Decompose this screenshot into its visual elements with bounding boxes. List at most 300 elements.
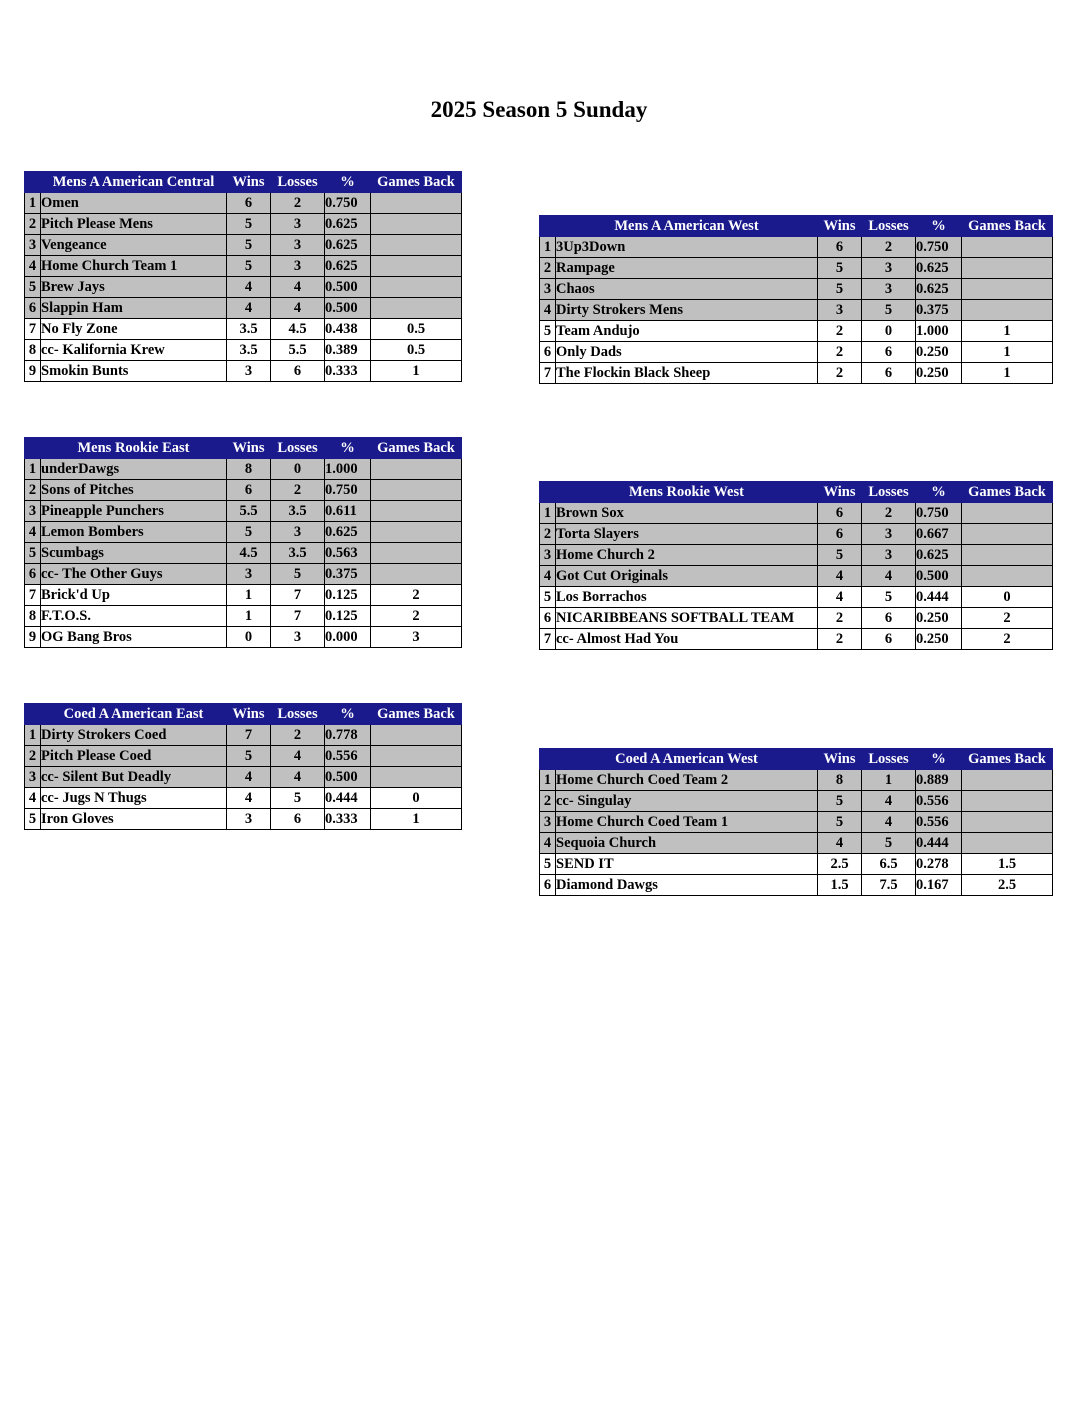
rank-cell: 6 (540, 342, 556, 363)
header-row (25, 438, 462, 459)
games-back-cell (962, 770, 1053, 791)
wins-cell: 5.5 (227, 501, 271, 522)
team-name-cell: Scumbags (41, 543, 227, 564)
header-blank (540, 749, 556, 770)
games-back-cell: 1 (962, 363, 1053, 384)
team-name-cell: Home Church Coed Team 2 (556, 770, 818, 791)
games-back-cell (962, 237, 1053, 258)
rank-cell: 8 (25, 606, 41, 627)
games-back-cell: 0 (371, 788, 462, 809)
rank-cell: 1 (540, 237, 556, 258)
table-row (25, 809, 462, 830)
losses-cell: 2 (271, 193, 325, 214)
rank-cell: 5 (540, 587, 556, 608)
table-row (25, 746, 462, 767)
losses-cell: 3 (862, 258, 916, 279)
pct-cell: 0.444 (325, 788, 371, 809)
games-back-cell: 2 (962, 608, 1053, 629)
pct-cell: 0.125 (325, 606, 371, 627)
rank-cell: 7 (25, 585, 41, 606)
games-back-cell (962, 300, 1053, 321)
games-back-cell: 1 (962, 321, 1053, 342)
losses-cell: 2 (862, 237, 916, 258)
rank-cell: 5 (25, 809, 41, 830)
rank-cell: 1 (540, 503, 556, 524)
pct-cell: 0.444 (916, 833, 962, 854)
rank-cell: 2 (25, 214, 41, 235)
losses-cell: 3 (862, 524, 916, 545)
table-row (25, 214, 462, 235)
wins-cell: 4 (227, 277, 271, 298)
rank-cell: 3 (25, 235, 41, 256)
header-pct: % (325, 704, 371, 725)
games-back-cell (371, 256, 462, 277)
division-title: Mens Rookie East (41, 438, 227, 459)
table-row (25, 480, 462, 501)
table-row (25, 256, 462, 277)
table-row (540, 629, 1053, 650)
table-row (25, 627, 462, 648)
rank-cell: 1 (25, 725, 41, 746)
wins-cell: 5 (818, 791, 862, 812)
header-row (540, 749, 1053, 770)
wins-cell: 2 (818, 608, 862, 629)
header-pct: % (325, 438, 371, 459)
losses-cell: 2 (271, 480, 325, 501)
wins-cell: 6 (818, 524, 862, 545)
games-back-cell (962, 545, 1053, 566)
games-back-cell (962, 812, 1053, 833)
table-row (25, 319, 462, 340)
team-name-cell: Pitch Please Coed (41, 746, 227, 767)
losses-cell: 4 (271, 746, 325, 767)
rank-cell: 9 (25, 361, 41, 382)
games-back-cell (962, 791, 1053, 812)
games-back-cell: 0 (962, 587, 1053, 608)
losses-cell: 4 (862, 566, 916, 587)
header-blank (540, 482, 556, 503)
wins-cell: 1.5 (818, 875, 862, 896)
wins-cell: 5 (227, 522, 271, 543)
games-back-cell: 1 (962, 342, 1053, 363)
division-title: Mens A American Central (41, 172, 227, 193)
rank-cell: 6 (25, 564, 41, 585)
table-row (540, 791, 1053, 812)
table-row (25, 340, 462, 361)
games-back-cell (371, 725, 462, 746)
games-back-cell: 1.5 (962, 854, 1053, 875)
pct-cell: 0.625 (916, 279, 962, 300)
wins-cell: 3 (818, 300, 862, 321)
table-row (540, 608, 1053, 629)
table-row (540, 363, 1053, 384)
team-name-cell: The Flockin Black Sheep (556, 363, 818, 384)
rank-cell: 3 (540, 279, 556, 300)
table-row (540, 237, 1053, 258)
team-name-cell: cc- Kalifornia Krew (41, 340, 227, 361)
table-row (540, 587, 1053, 608)
rank-cell: 2 (25, 746, 41, 767)
games-back-cell: 2 (371, 606, 462, 627)
pct-cell: 0.389 (325, 340, 371, 361)
wins-cell: 4 (227, 767, 271, 788)
mens-rookie-east-table (24, 437, 462, 648)
team-name-cell: Only Dads (556, 342, 818, 363)
games-back-cell (962, 833, 1053, 854)
wins-cell: 3 (227, 361, 271, 382)
losses-cell: 3.5 (271, 501, 325, 522)
games-back-cell (962, 279, 1053, 300)
coed-a-american-east-table (24, 703, 462, 830)
team-name-cell: Home Church Team 1 (41, 256, 227, 277)
games-back-cell: 0.5 (371, 340, 462, 361)
losses-cell: 4 (271, 298, 325, 319)
team-name-cell: Team Andujo (556, 321, 818, 342)
pct-cell: 0.333 (325, 361, 371, 382)
wins-cell: 8 (818, 770, 862, 791)
team-name-cell: Home Church 2 (556, 545, 818, 566)
rank-cell: 5 (540, 854, 556, 875)
team-name-cell: Torta Slayers (556, 524, 818, 545)
pct-cell: 0.375 (916, 300, 962, 321)
page-title: 2025 Season 5 Sunday (430, 97, 648, 122)
division-title: Mens A American West (556, 216, 818, 237)
table-row (25, 298, 462, 319)
header-losses: Losses (271, 438, 325, 459)
team-name-cell: Brown Sox (556, 503, 818, 524)
wins-cell: 4 (818, 566, 862, 587)
team-name-cell: Got Cut Originals (556, 566, 818, 587)
rank-cell: 5 (540, 321, 556, 342)
losses-cell: 3 (862, 545, 916, 566)
losses-cell: 6 (862, 342, 916, 363)
team-name-cell: Diamond Dawgs (556, 875, 818, 896)
pct-cell: 0.625 (325, 522, 371, 543)
pct-cell: 0.375 (325, 564, 371, 585)
wins-cell: 2.5 (818, 854, 862, 875)
coed-a-american-west-table (539, 748, 1053, 896)
team-name-cell: cc- Almost Had You (556, 629, 818, 650)
games-back-cell: 2 (371, 585, 462, 606)
table-row (540, 770, 1053, 791)
team-name-cell: F.T.O.S. (41, 606, 227, 627)
losses-cell: 7 (271, 606, 325, 627)
header-wins: Wins (227, 704, 271, 725)
team-name-cell: Rampage (556, 258, 818, 279)
games-back-cell (371, 543, 462, 564)
wins-cell: 7 (227, 725, 271, 746)
pct-cell: 0.250 (916, 363, 962, 384)
division-title: Mens Rookie West (556, 482, 818, 503)
losses-cell: 2 (271, 725, 325, 746)
rank-cell: 8 (25, 340, 41, 361)
rank-cell: 4 (25, 788, 41, 809)
pct-cell: 0.167 (916, 875, 962, 896)
wins-cell: 5 (818, 545, 862, 566)
losses-cell: 4 (271, 767, 325, 788)
pct-cell: 0.278 (916, 854, 962, 875)
pct-cell: 1.000 (325, 459, 371, 480)
wins-cell: 1 (227, 585, 271, 606)
table-row (540, 321, 1053, 342)
wins-cell: 5 (227, 214, 271, 235)
pct-cell: 0.625 (916, 545, 962, 566)
losses-cell: 0 (271, 459, 325, 480)
team-name-cell: Omen (41, 193, 227, 214)
pct-cell: 0.556 (916, 791, 962, 812)
losses-cell: 5 (862, 300, 916, 321)
losses-cell: 3.5 (271, 543, 325, 564)
team-name-cell: OG Bang Bros (41, 627, 227, 648)
games-back-cell: 0.5 (371, 319, 462, 340)
rank-cell: 4 (25, 256, 41, 277)
wins-cell: 6 (227, 193, 271, 214)
losses-cell: 6 (271, 361, 325, 382)
pct-cell: 0.556 (325, 746, 371, 767)
wins-cell: 2 (818, 321, 862, 342)
wins-cell: 6 (227, 480, 271, 501)
losses-cell: 5 (862, 833, 916, 854)
header-pct: % (325, 172, 371, 193)
games-back-cell (371, 193, 462, 214)
pct-cell: 1.000 (916, 321, 962, 342)
header-wins: Wins (818, 749, 862, 770)
pct-cell: 0.778 (325, 725, 371, 746)
pct-cell: 0.556 (916, 812, 962, 833)
rank-cell: 2 (540, 524, 556, 545)
losses-cell: 6 (862, 363, 916, 384)
rank-cell: 1 (540, 770, 556, 791)
losses-cell: 0 (862, 321, 916, 342)
pct-cell: 0.500 (325, 277, 371, 298)
wins-cell: 5 (227, 746, 271, 767)
header-blank (25, 172, 41, 193)
games-back-cell (371, 214, 462, 235)
wins-cell: 3.5 (227, 340, 271, 361)
team-name-cell: No Fly Zone (41, 319, 227, 340)
wins-cell: 3.5 (227, 319, 271, 340)
losses-cell: 1 (862, 770, 916, 791)
table-row (25, 235, 462, 256)
losses-cell: 4.5 (271, 319, 325, 340)
table-row (25, 564, 462, 585)
games-back-cell (962, 524, 1053, 545)
games-back-cell (371, 298, 462, 319)
pct-cell: 0.750 (325, 480, 371, 501)
losses-cell: 4 (271, 277, 325, 298)
team-name-cell: Brick'd Up (41, 585, 227, 606)
wins-cell: 4 (818, 833, 862, 854)
table-row (540, 258, 1053, 279)
header-losses: Losses (862, 482, 916, 503)
games-back-cell (371, 746, 462, 767)
losses-cell: 5 (862, 587, 916, 608)
pct-cell: 0.625 (325, 256, 371, 277)
header-wins: Wins (818, 482, 862, 503)
wins-cell: 2 (818, 342, 862, 363)
table-row (25, 767, 462, 788)
losses-cell: 7.5 (862, 875, 916, 896)
games-back-cell (962, 258, 1053, 279)
team-name-cell: SEND IT (556, 854, 818, 875)
table-row (540, 545, 1053, 566)
header-pct: % (916, 216, 962, 237)
mens-a-american-west-table (539, 215, 1053, 384)
team-name-cell: Vengeance (41, 235, 227, 256)
header-row (540, 216, 1053, 237)
header-games-back: Games Back (371, 704, 462, 725)
games-back-cell (371, 480, 462, 501)
team-name-cell: cc- The Other Guys (41, 564, 227, 585)
team-name-cell: cc- Jugs N Thugs (41, 788, 227, 809)
pct-cell: 0.438 (325, 319, 371, 340)
rank-cell: 7 (540, 629, 556, 650)
losses-cell: 3 (271, 522, 325, 543)
table-row (540, 342, 1053, 363)
rank-cell: 3 (25, 501, 41, 522)
games-back-cell (371, 522, 462, 543)
rank-cell: 3 (540, 545, 556, 566)
losses-cell: 6 (271, 809, 325, 830)
pct-cell: 0.000 (325, 627, 371, 648)
rank-cell: 7 (540, 363, 556, 384)
pct-cell: 0.625 (916, 258, 962, 279)
header-wins: Wins (227, 172, 271, 193)
wins-cell: 6 (818, 503, 862, 524)
header-games-back: Games Back (962, 216, 1053, 237)
team-name-cell: Pineapple Punchers (41, 501, 227, 522)
team-name-cell: Lemon Bombers (41, 522, 227, 543)
table-row (25, 193, 462, 214)
games-back-cell (371, 235, 462, 256)
pct-cell: 0.444 (916, 587, 962, 608)
losses-cell: 6 (862, 608, 916, 629)
games-back-cell: 1 (371, 361, 462, 382)
pct-cell: 0.750 (916, 237, 962, 258)
losses-cell: 3 (271, 235, 325, 256)
pct-cell: 0.625 (325, 214, 371, 235)
rank-cell: 1 (25, 459, 41, 480)
header-row (25, 704, 462, 725)
team-name-cell: Pitch Please Mens (41, 214, 227, 235)
header-wins: Wins (818, 216, 862, 237)
table-row (25, 543, 462, 564)
losses-cell: 3 (862, 279, 916, 300)
losses-cell: 6 (862, 629, 916, 650)
losses-cell: 4 (862, 812, 916, 833)
rank-cell: 5 (25, 277, 41, 298)
table-row (540, 566, 1053, 587)
header-blank (25, 438, 41, 459)
losses-cell: 5 (271, 788, 325, 809)
pct-cell: 0.250 (916, 342, 962, 363)
wins-cell: 8 (227, 459, 271, 480)
team-name-cell: cc- Singulay (556, 791, 818, 812)
table-row (25, 361, 462, 382)
header-row (25, 172, 462, 193)
pct-cell: 0.667 (916, 524, 962, 545)
losses-cell: 7 (271, 585, 325, 606)
losses-cell: 5.5 (271, 340, 325, 361)
header-games-back: Games Back (962, 482, 1053, 503)
rank-cell: 2 (540, 258, 556, 279)
header-games-back: Games Back (371, 172, 462, 193)
losses-cell: 4 (862, 791, 916, 812)
rank-cell: 4 (25, 522, 41, 543)
rank-cell: 4 (540, 833, 556, 854)
wins-cell: 5 (818, 258, 862, 279)
games-back-cell (371, 767, 462, 788)
pct-cell: 0.625 (325, 235, 371, 256)
table-row (25, 501, 462, 522)
team-name-cell: Dirty Strokers Mens (556, 300, 818, 321)
team-name-cell: Smokin Bunts (41, 361, 227, 382)
games-back-cell (962, 566, 1053, 587)
table-row (540, 854, 1053, 875)
rank-cell: 3 (540, 812, 556, 833)
rank-cell: 5 (25, 543, 41, 564)
team-name-cell: Sequoia Church (556, 833, 818, 854)
wins-cell: 3 (227, 564, 271, 585)
rank-cell: 3 (25, 767, 41, 788)
pct-cell: 0.250 (916, 608, 962, 629)
wins-cell: 5 (227, 235, 271, 256)
pct-cell: 0.500 (325, 767, 371, 788)
wins-cell: 3 (227, 809, 271, 830)
pct-cell: 0.333 (325, 809, 371, 830)
header-row (540, 482, 1053, 503)
wins-cell: 5 (818, 812, 862, 833)
table-row (25, 522, 462, 543)
rank-cell: 7 (25, 319, 41, 340)
table-row (540, 300, 1053, 321)
losses-cell: 5 (271, 564, 325, 585)
wins-cell: 4.5 (227, 543, 271, 564)
games-back-cell (371, 564, 462, 585)
header-games-back: Games Back (371, 438, 462, 459)
table-row (540, 833, 1053, 854)
team-name-cell: cc- Silent But Deadly (41, 767, 227, 788)
wins-cell: 1 (227, 606, 271, 627)
games-back-cell: 2.5 (962, 875, 1053, 896)
team-name-cell: Slappin Ham (41, 298, 227, 319)
team-name-cell: underDawgs (41, 459, 227, 480)
header-pct: % (916, 749, 962, 770)
games-back-cell (371, 277, 462, 298)
table-row (25, 459, 462, 480)
team-name-cell: Los Borrachos (556, 587, 818, 608)
table-row (25, 277, 462, 298)
pct-cell: 0.500 (916, 566, 962, 587)
rank-cell: 1 (25, 193, 41, 214)
pct-cell: 0.563 (325, 543, 371, 564)
team-name-cell: Sons of Pitches (41, 480, 227, 501)
pct-cell: 0.125 (325, 585, 371, 606)
header-losses: Losses (862, 216, 916, 237)
table-row (25, 725, 462, 746)
team-name-cell: Iron Gloves (41, 809, 227, 830)
games-back-cell (371, 459, 462, 480)
games-back-cell: 3 (371, 627, 462, 648)
games-back-cell: 1 (371, 809, 462, 830)
losses-cell: 3 (271, 256, 325, 277)
wins-cell: 2 (818, 363, 862, 384)
losses-cell: 3 (271, 214, 325, 235)
header-wins: Wins (227, 438, 271, 459)
rank-cell: 6 (25, 298, 41, 319)
pct-cell: 0.750 (325, 193, 371, 214)
wins-cell: 4 (818, 587, 862, 608)
